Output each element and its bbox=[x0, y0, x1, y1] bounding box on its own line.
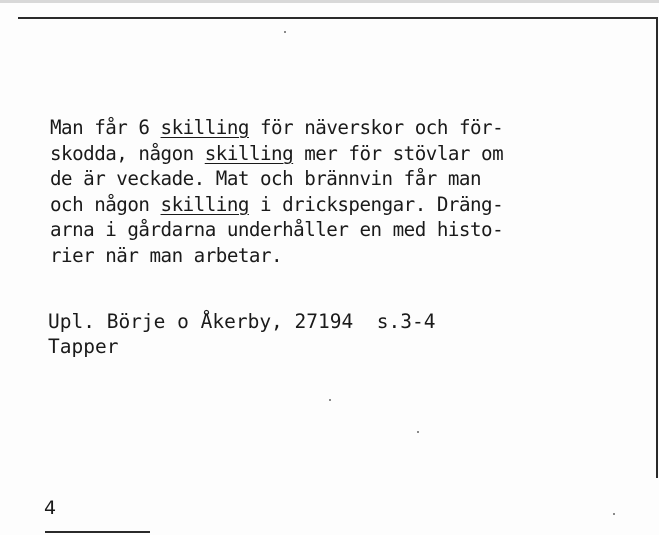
underlined-word: skilling bbox=[160, 116, 249, 139]
source-line bbox=[48, 309, 435, 334]
text-line: och någon skilling i drickspengar. Dräng- bbox=[50, 192, 504, 216]
underlined-word: skilling bbox=[204, 141, 294, 165]
paper-speck bbox=[329, 399, 331, 401]
paper-speck bbox=[284, 31, 286, 33]
record-text bbox=[50, 115, 650, 268]
text-line: Man får 6 skilling för näverskor och för- bbox=[50, 116, 504, 139]
text-line: skodda, någon skilling mer för stövlar om bbox=[50, 141, 504, 165]
card-bottom-border bbox=[45, 531, 150, 533]
card-top-edge bbox=[0, 0, 659, 3]
page-number: 4 bbox=[44, 497, 57, 519]
card-right-border bbox=[656, 18, 658, 478]
underlined-word: skilling bbox=[160, 192, 249, 216]
text-line: de är veckade. Mat och brännvin får man bbox=[50, 167, 482, 190]
source-place: Upl. Börje o Åkerby, 27194 bbox=[48, 310, 354, 333]
paper-speck bbox=[417, 431, 419, 433]
source-pages: s.3-4 bbox=[376, 310, 436, 333]
paper-speck bbox=[613, 513, 615, 515]
card-top-border bbox=[18, 17, 658, 19]
source-reference bbox=[48, 309, 435, 359]
text-line: arna i gårdarna underhåller en med histo- bbox=[50, 218, 504, 241]
text-line: rier när man arbetar. bbox=[50, 243, 283, 267]
informant-name: Tapper bbox=[48, 335, 119, 358]
